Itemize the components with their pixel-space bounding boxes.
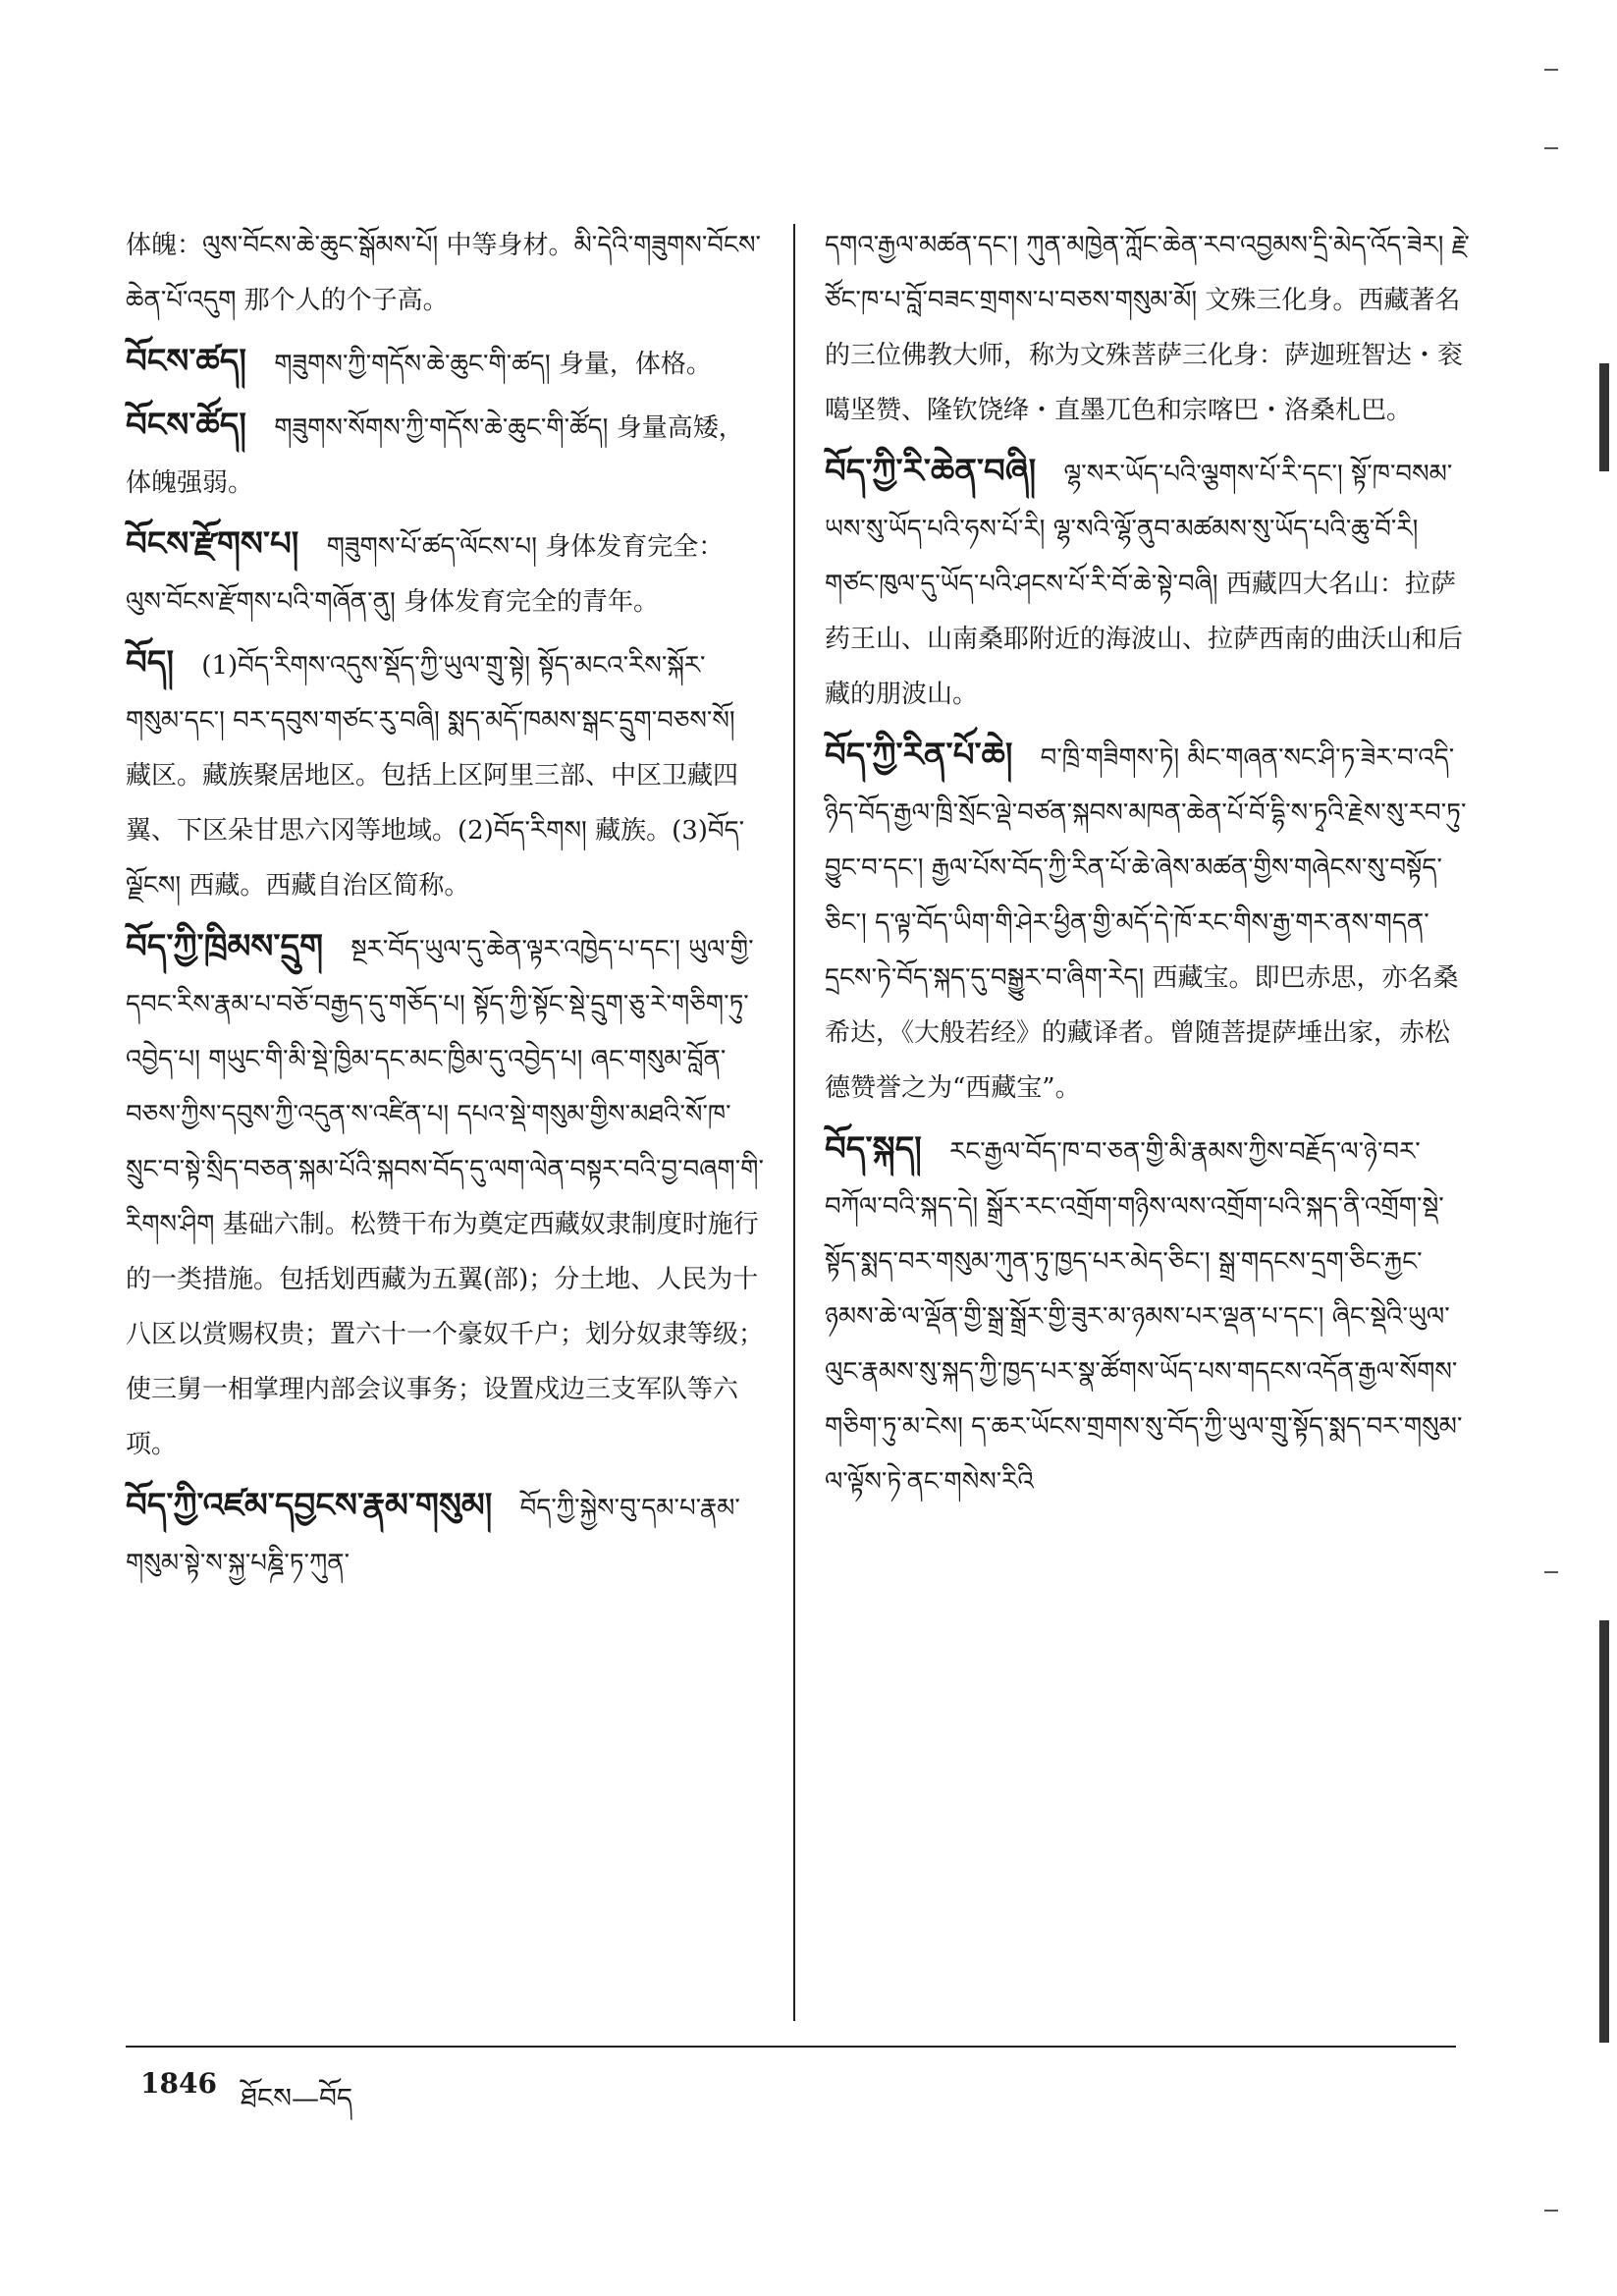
entry-text: རང་རྒྱལ་བོད་ཁ་བ་ཅན་གྱི་མི་རྣམས་ཀྱིས་བརྗོད་ལ་ཉེ་བར་བཀོལ་བའི་སྐད་དེ། སྒྲོར་རང་འགྲོག་གཉིས་ལས་འགྲོག་པའི་སྐད་ནི་འགྲོག་སྡེ་སྟོད་སྨད་བར་གསུམ་ཀུན་ཏུ་ཁྱད་པར་མེད་ཅིང་། སྒྲ་གདངས་དྲག་ཅིང་རྐྱང་ཉམས་ཆེ་ལ་ལྡོན་གྱི་སྒྲ་སྒྲོར་གྱི་ཟུར་མ་ཉམས་པར་ལྡན་པ་དང་། ཞིང་སྡེའི་ཡུལ་ལུང་རྣམས་སུ་སྐད་ཀྱི་ཁྱད་པར་སྣ་ཚོགས་ཡོད་པས་གདངས་འདོན་རྒྱལ་སོགས་གཅིག་ཏུ་མ་ངེས། ད་ཆར་ཡོངས་གྲགས་སུ་བོད་ཀྱི་ཡུལ་གྲུ་སྟོད་སྨད་བར་གསུམ་ལ་ལྟོས་ཏེ་ནང་གསེས་རིའི <box>825 1137 1463 1497</box>
entry-headword: བོངས་ཚོད། <box>126 406 246 445</box>
dictionary-entry <box>126 398 764 511</box>
entry-headword: བོངས་རྫོགས་པ། <box>126 524 299 564</box>
entry-text: བ་ཁྲི་གཟིགས་ཏེ། མིང་གཞན་སང་ཤི་ཏ་ཟེར་བ་འདི་ཉིད་བོད་རྒྱལ་ཁྲི་སྲོང་ལྡེ་བཙན་སྐབས་མཁན་ཆེན་པོ་བོ་དྷི་ས་ཏྭའི་རྗེས་སུ་རབ་ཏུ་བྱུང་བ་དང་། རྒྱལ་པོས་བོད་ཀྱི་རིན་པོ་ཆེ་ཞེས་མཚན་གྱིས་གཞེངས་སུ་བསྟོད་ཅིང་། ད་ལྟ་བོད་ཡིག་གི་ཤེར་ཕྱིན་གྱི་མདོ་དེ་ཁོ་རང་གིས་རྒྱ་གར་ནས་གདན་དྲངས་ཏེ་བོད་སྐད་དུ་བསྒྱུར་བ་ཞིག་རེད། 西藏宝。即巴赤思，亦名桑希达，《大般若经》的藏译者。曾随菩提萨埵出家，赤松德赞誉之为“西藏宝”。 <box>825 743 1467 1103</box>
running-head: ཐོངས—བོད <box>241 2082 353 2114</box>
dictionary-entry <box>126 919 764 1472</box>
left-column <box>126 218 764 1597</box>
entry-text: དགའ་རྒྱལ་མཚན་དང་། ཀུན་མཁྱེན་ཀློང་ཆེན་རབ་འབྱམས་དྲི་མེད་འོད་ཟེར། རྗེ་ཙོང་ཁ་པ་བློ་བཟང་གྲགས་པ་བཅས་གསུམ་མོ། 文殊三化身。西藏著名的三位佛教大师，称为文殊菩萨三化身：萨迦班智达・衮噶坚赞、隆钦饶绛・直墨兀色和宗喀巴・洛桑札巴。 <box>825 231 1470 425</box>
crop-mark <box>1544 2210 1558 2212</box>
dictionary-entry <box>126 517 764 629</box>
entry-text: 体魄：ལུས་བོངས་ཆེ་ཆུང་སྒོམས་པོ། 中等身材。མི་དེའི་གཟུགས་བོངས་ཆེན་པོ་འདུག 那个人的个子高。 <box>126 231 761 315</box>
entry-headword: བོད་སྐད། <box>825 1129 922 1169</box>
entry-headword: བོད་ཀྱི་རི་ཆེན་བཞི། <box>825 452 1037 491</box>
entry-text: ལྷ་སར་ཡོད་པའི་ལྕགས་པོ་རི་དང་། སྟོ་ཁ་བསམ་ཡས་སུ་ཡོད་པའི་ཧས་པོ་རི། ལྷ་སའི་ལྷོ་ནུབ་མཚམས་སུ་ཡོད་པའི་ཆུ་བོ་རི། གཙང་ཁུལ་དུ་ཡོད་པའི་ཤངས་པོ་རི་བོ་ཆེ་སྟེ་བཞི། 西藏四大名山：拉萨药王山、山南桑耶附近的海波山、拉萨西南的曲沃山和后藏的朋波山。 <box>825 460 1464 709</box>
scan-edge-mark <box>1599 363 1609 471</box>
entry-text: (1)བོད་རིགས་འདུས་སྡོད་ཀྱི་ཡུལ་གྲུ་སྟེ། སྟོད་མངའ་རིས་སྐོར་གསུམ་དང་། བར་དབུས་གཙང་རུ་བཞི། སྨད་མདོ་ཁམས་སྒང་དྲུག་བཅས་སོ། 藏区。藏族聚居地区。包括上区阿里三部、中区卫藏四翼、下区朵甘思六冈等地域。(2)བོད་རིགས། 藏族。(3)བོད་ལྗོངས། 西藏。西藏自治区简称。 <box>126 651 745 901</box>
entry-headword: བོངས་ཚད། <box>126 342 246 381</box>
page-number: 1846 <box>140 2067 217 2100</box>
dictionary-entry <box>126 334 764 392</box>
entry-text: བོད་ཀྱི་སྐྱེས་བུ་དམ་པ་རྣམ་གསུམ་སྟེ་ས་སྐྱ་པཎྜི་ཏ་ཀུན་ <box>126 1494 740 1578</box>
dictionary-entry <box>126 218 764 328</box>
entry-text: སྔར་བོད་ཡུལ་དུ་ཆེན་ལྟར་འཁྱེད་པ་དང་། ཡུལ་གྱི་དབང་རིས་རྣམ་པ་བཅོ་བརྒྱད་དུ་གཅོད་པ། སྟོད་ཀྱི་སྟོང་སྡེ་དྲུག་ཅུ་རེ་གཅིག་ཏུ་འབྱེད་པ། གཡུང་གི་མི་སྡེ་ཁྱིམ་དང་མང་ཁྱིམ་དུ་འབྱེད་པ། ཞང་གསུམ་བློན་བཅས་ཀྱིས་དབུས་ཀྱི་འདུན་ས་འཛིན་པ། དཔའ་སྡེ་གསུམ་གྱིས་མཐའི་སོ་ཁ་སྲུང་བ་སྟེ་སྲིད་བཅན་སྐམ་པོའི་སྐབས་བོད་དུ་ལག་ལེན་བསྟར་བའི་བྱ་བཞག་གི་རིགས་ཤིག 基础六制。松赞干布为奠定西藏奴隶制度时施行的一类措施。包括划西藏为五翼(部)；分土地、人民为十八区以赏赐权贵；置六十一个豪奴千户；划分奴隶等级；使三舅一相掌理内部会议事务；设置戍边三支军队等六项。 <box>126 935 765 1459</box>
entry-text: གཟུགས་སོགས་ཀྱི་གདོས་ཆེ་ཆུང་གི་ཚོད། 身量高矮，体魄强弱。 <box>126 413 744 498</box>
dictionary-entry <box>825 728 1473 1116</box>
dictionary-entry <box>126 635 764 913</box>
entry-headword: བོད། <box>126 643 175 683</box>
dictionary-entry <box>825 218 1473 438</box>
dictionary-entry <box>126 1478 764 1591</box>
crop-mark <box>1544 69 1558 71</box>
entry-text: གཟུགས་པོ་ཚད་ལོངས་པ། 身体发育完全：ལུས་བོངས་རྫོགས་པའི་གཞོན་ནུ། 身体发育完全的青年。 <box>126 532 725 617</box>
entry-headword: བོད་ཀྱི་འཛམ་དབྱངས་རྣམ་གསུམ། <box>126 1486 493 1525</box>
crop-mark <box>1544 147 1558 149</box>
entry-text: གཟུགས་ཀྱི་གདོས་ཆེ་ཆུང་གི་ཚད། 身量，体格。 <box>274 350 712 379</box>
crop-mark <box>1544 1571 1558 1573</box>
scan-edge-mark <box>1599 1620 1609 2043</box>
entry-headword: བོད་ཀྱི་རིན་པོ་ཆེ། <box>825 736 1013 775</box>
right-column <box>825 218 1473 1515</box>
dictionary-entry <box>825 444 1473 722</box>
column-divider <box>793 224 795 2021</box>
footer-rule <box>126 2046 1456 2048</box>
dictionary-entry <box>825 1121 1473 1509</box>
entry-headword: བོད་ཀྱི་ཁྲིམས་དྲུག <box>126 927 324 966</box>
